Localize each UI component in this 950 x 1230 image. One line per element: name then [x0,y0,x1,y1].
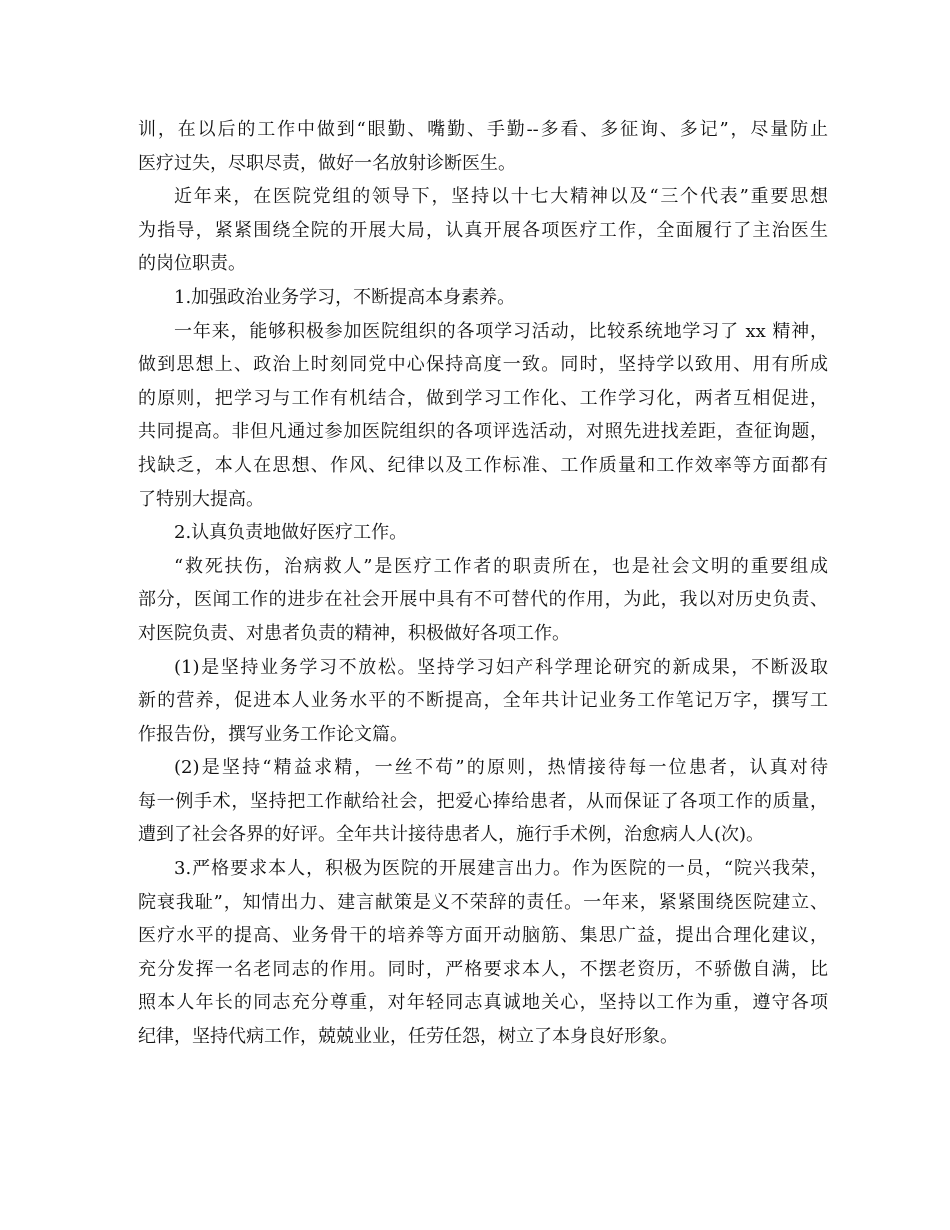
section-heading [138,516,828,550]
text-line: 照本人年长的同志充分尊重，对年轻同志真诚地关心，坚持以工作为重，遵守各项 [138,992,828,1014]
paragraph [138,113,828,180]
text-line: (2)是坚持“精益求精，一丝不苟”的原则，热情接待每一位患者，认真对待 [174,757,828,779]
text-line: 的原则，把学习与工作有机结合，做到学习工作化、工作学习化，两者互相促进， [138,387,828,409]
text-line: “救死扶伤，治病救人”是医疗工作者的职责所在，也是社会文明的重要组成 [174,555,828,577]
text-line: 训，在以后的工作中做到“眼勤、嘴勤、手勤--多看、多征询、多记”，尽量防止 [138,119,828,140]
text-line: 3.严格要求本人，积极为医院的开展建言出力。作为医院的一员，“院兴我荣， [174,858,828,880]
paragraph [138,852,828,1054]
text-line: 部分，医闻工作的进步在社会开展中具有不可替代的作用，为此，我以对历史负责、 [138,589,828,611]
paragraph [138,550,828,651]
text-line: 2.认真负责地做好医疗工作。 [174,522,408,544]
text-line: 了特别大提高。 [138,488,264,510]
text-line: 充分发挥一名老同志的作用。同时，严格要求本人，不摆老资历，不骄傲自满，比 [138,958,828,980]
paragraph [138,315,828,517]
section-heading [138,281,828,315]
text-line: 新的营养，促进本人业务水平的不断提高，全年共计记业务工作笔记万字，撰写工 [138,690,828,712]
text-line: 找缺乏，本人在思想、作风、纪律以及工作标准、工作质量和工作效率等方面都有 [138,454,828,476]
document-body [138,113,828,1054]
text-line: 医疗过失，尽职尽责，做好一名放射诊断医生。 [138,152,516,174]
text-line: 一年来，能够积极参加医院组织的各项学习活动，比较系统地学习了 xx 精神， [174,320,828,342]
text-line: 为指导，紧紧围绕全院的开展大局，认真开展各项医疗工作，全面履行了主治医生 [138,219,828,241]
text-line: 每一例手术，坚持把工作献给社会，把爱心捧给患者，从而保证了各项工作的质量， [138,790,828,812]
text-line: 对医院负责、对患者负责的精神，积极做好各项工作。 [138,622,570,644]
text-line: 做到思想上、政治上时刻同党中心保持高度一致。同时，坚持学以致用、用有所成 [138,354,828,376]
paragraph [138,180,828,281]
paragraph [138,751,828,852]
text-line: 的岗位职责。 [138,253,246,275]
text-line: 院衰我耻”，知情出力、建言献策是义不荣辞的责任。一年来，紧紧围绕医院建立、 [138,891,828,913]
text-line: 纪律，坚持代病工作，兢兢业业，任劳任怨，树立了本身良好形象。 [138,1026,678,1048]
text-line: 医疗水平的提高、业务骨干的培养等方面开动脑筋、集思广益，提出合理化建议， [138,925,828,947]
text-line: 近年来，在医院党组的领导下，坚持以十七大精神以及“三个代表”重要思想 [174,186,828,208]
text-line: (1)是坚持业务学习不放松。坚持学习妇产科学理论研究的新成果，不断汲取 [174,656,828,678]
text-line: 共同提高。非但凡通过参加医院组织的各项评选活动，对照先进找差距，查征询题， [138,421,828,443]
text-line: 1.加强政治业务学习，不断提高本身素养。 [174,286,516,308]
paragraph [138,651,828,752]
text-line: 作报告份，撰写业务工作论文篇。 [138,723,408,745]
text-line: 遭到了社会各界的好评。全年共计接待患者人，施行手术例，治愈病人人(次)。 [138,824,765,846]
